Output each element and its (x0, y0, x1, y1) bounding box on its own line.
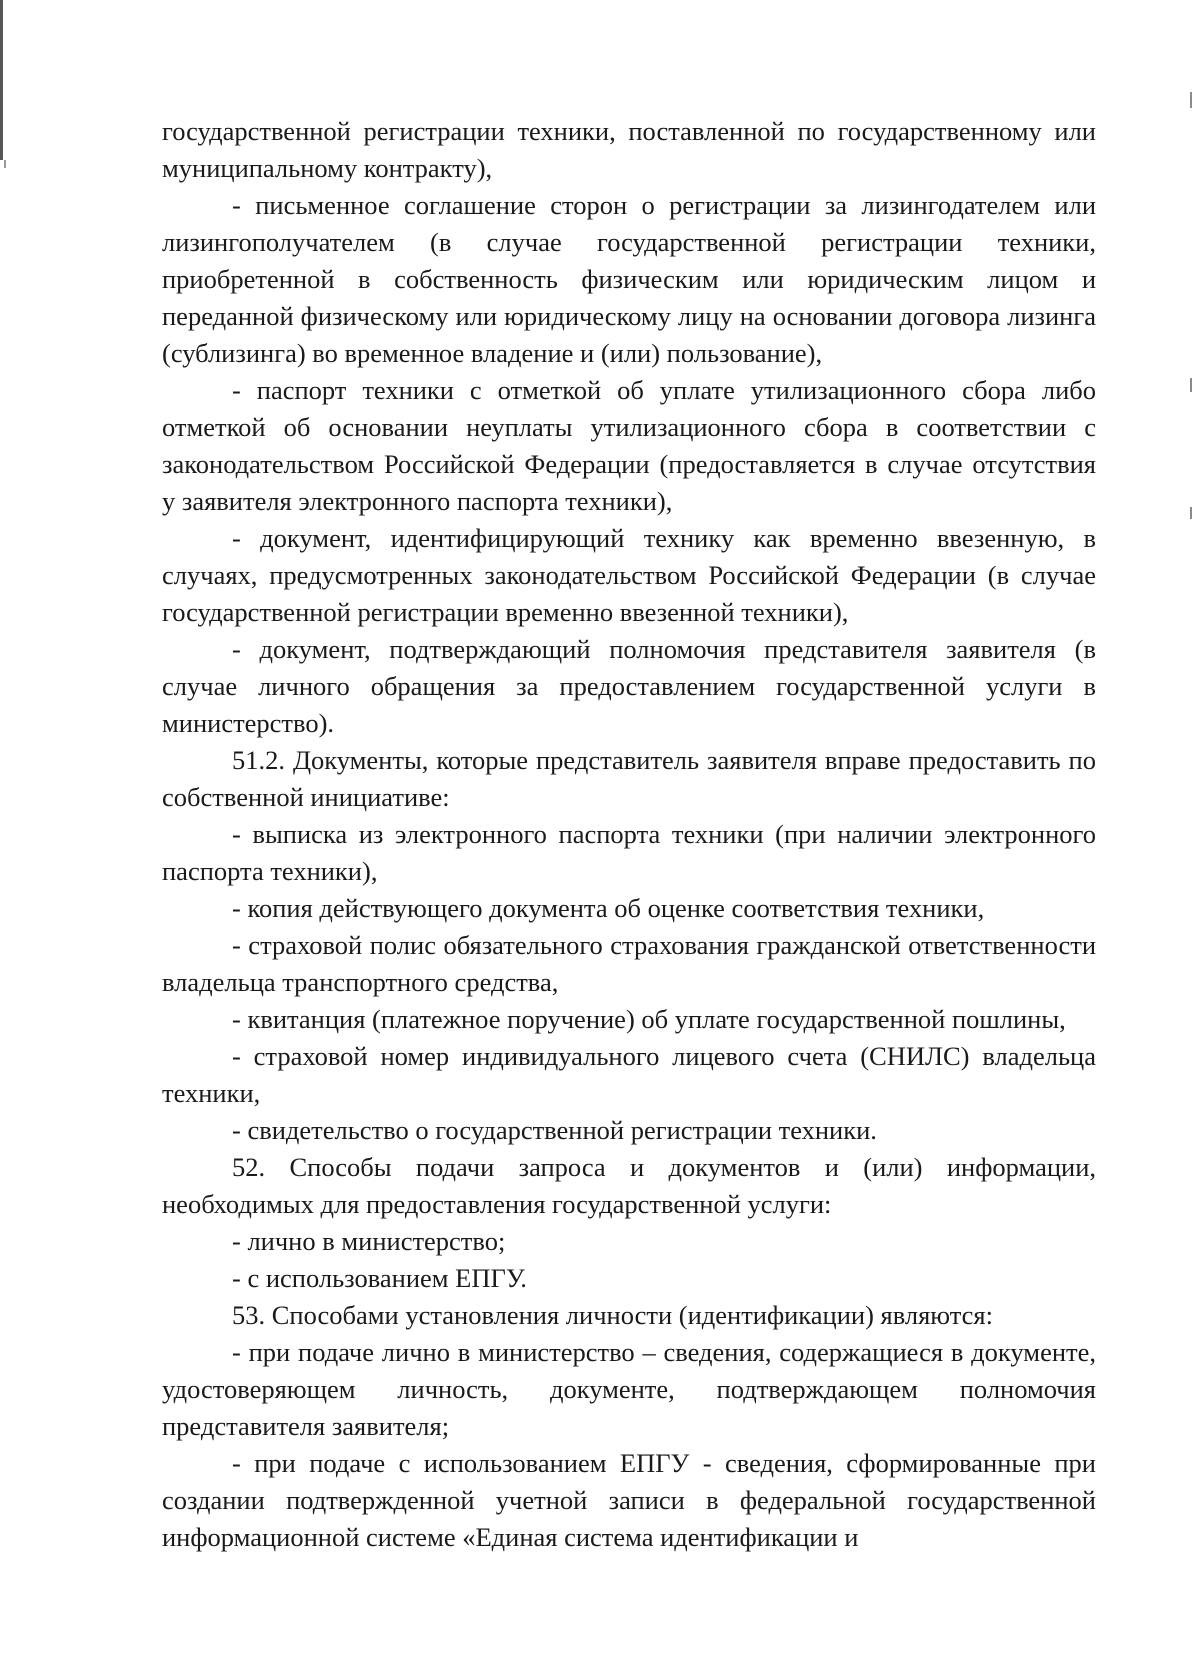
list-item-electronic-passport-extract: - выписка из электронного паспорта техники (при наличии электронного паспорта техники), (162, 819, 1096, 886)
list-item-registration-certificate: - свидетельство о государственной регистрации техники. (232, 1115, 877, 1145)
document-body (162, 113, 1096, 1556)
scan-edge-mark (0, 0, 3, 160)
list-item-fee-receipt: - квитанция (платежное поручение) об уплате государственной пошлины, (232, 1004, 1066, 1034)
scan-edge-mark (4, 160, 6, 168)
scan-edge-mark (1190, 92, 1192, 108)
list-item-equipment-passport: - паспорт техники с отметкой об уплате утилизационного сбора либо отметкой об основании неуплаты утилизационного сбора в соответствии с законодательством Российской Федерации (предоставляется в случае отсутствия у заявителя электронного паспорта техники), (162, 375, 1096, 516)
list-item-identification-in-person: - при подаче лично в министерство – сведения, содержащиеся в документе, удостоверяющем личность, документе, подтверждающем полномочия представителя заявителя; (162, 1337, 1096, 1441)
list-item-epgu: - с использованием ЕПГУ. (232, 1263, 527, 1293)
list-item-insurance-policy: - страховой полис обязательного страхования гражданской ответственности владельца транспортного средства, (162, 930, 1096, 997)
clause-52: 52. Способы подачи запроса и документов и (или) информации, необходимых для предоставления государственной услуги: (162, 1152, 1096, 1219)
scan-edge-mark (1190, 507, 1192, 519)
paragraph-continuation: государственной регистрации техники, поставленной по государственному или муниципальному контракту), (162, 116, 1096, 183)
list-item-snils: - страховой номер индивидуального лицевого счета (СНИЛС) владельца техники, (162, 1041, 1096, 1108)
scan-edge-mark (1190, 378, 1192, 392)
clause-51-2: 51.2. Документы, которые представитель заявителя вправе предоставить по собственной инициативе: (162, 745, 1096, 812)
list-item-temporary-import-document: - документ, идентифицирующий технику как временно ввезенную, в случаях, предусмотренных законодательством Российской Федерации (в случае государственной регистрации временно ввезенной техники), (162, 523, 1096, 627)
list-item-authority-document: - документ, подтверждающий полномочия представителя заявителя (в случае личного обращения за предоставлением государственной услуги в министерство). (162, 634, 1096, 738)
list-item-conformity-document-copy: - копия действующего документа об оценке соответствия техники, (232, 893, 985, 923)
list-item-in-person: - лично в министерство; (232, 1226, 506, 1256)
list-item-written-agreement: - письменное соглашение сторон о регистрации за лизингодателем или лизингополучателем (в случае государственной регистрации техники, приобретенной в собственность физическим или юридическим лицом и переданной физическому или юридическому лицу на основании договора лизинга (сублизинга) во временное владение и (или) пользование), (162, 190, 1096, 368)
list-item-identification-epgu: - при подаче с использованием ЕПГУ - сведения, сформированные при создании подтвержденной учетной записи в федеральной государственной информационной системе «Единая система идентификации и (162, 1448, 1096, 1552)
clause-53: 53. Способами установления личности (идентификации) являются: (232, 1300, 993, 1330)
